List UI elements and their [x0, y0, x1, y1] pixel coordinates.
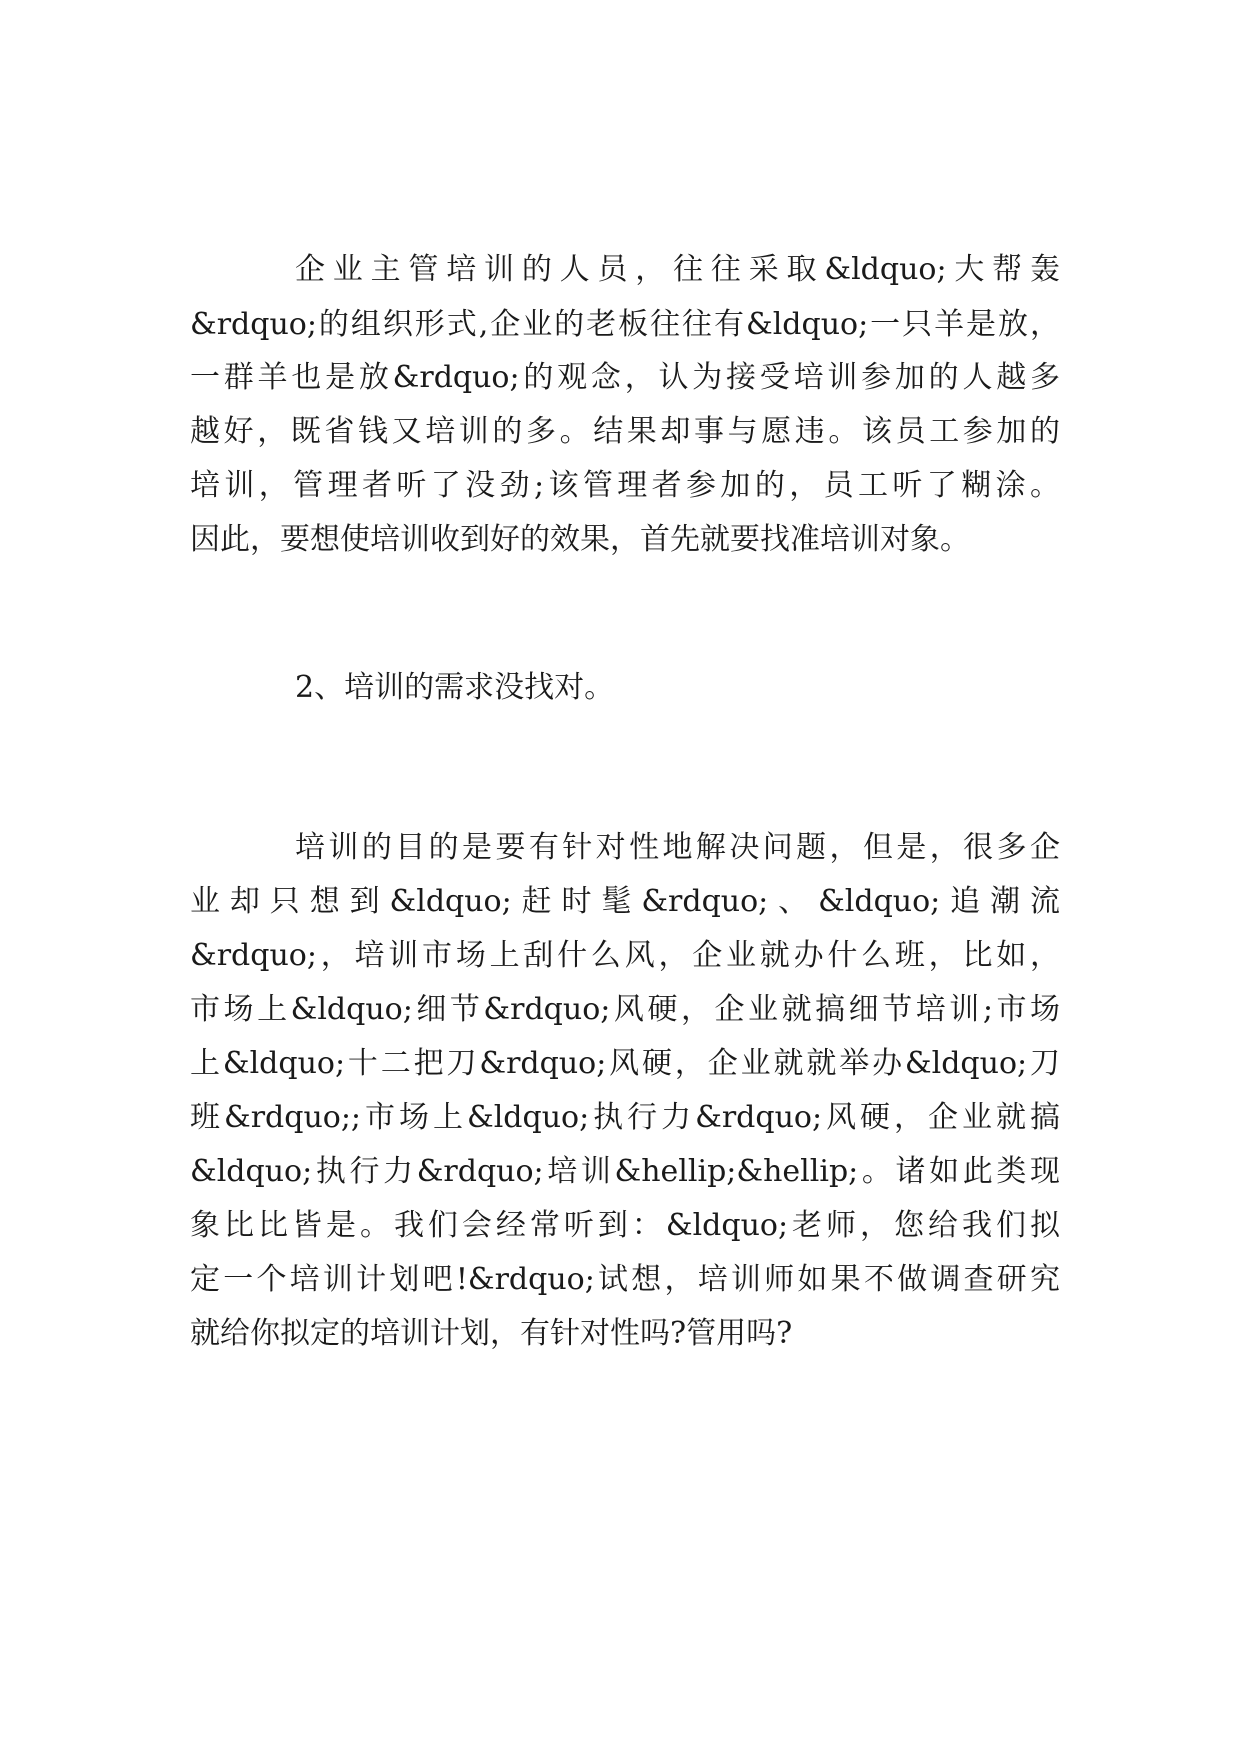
- paragraph-2-line-3: &rdquo;，培训市场上刮什么风，企业就办什么班，比如，: [190, 938, 1060, 973]
- paragraph-1-line-6: 因此，要想使培训收到好的效果，首先就要找准培训对象。: [190, 522, 970, 557]
- paragraph-2-line-7: &ldquo;执行力&rdquo;培训&hellip;&hellip;。诸如此类现: [190, 1154, 1060, 1189]
- paragraph-1-line-4: 越好，既省钱又培训的多。结果却事与愿违。该员工参加的: [190, 414, 1060, 449]
- paragraph-1-line-5: 培训，管理者听了没劲;该管理者参加的，员工听了糊涂。: [190, 468, 1060, 503]
- paragraph-1-line-3: 一群羊也是放&rdquo;的观念，认为接受培训参加的人越多: [190, 360, 1060, 395]
- section-heading-2: 2、培训的需求没找对。: [295, 670, 615, 705]
- paragraph-2-line-10: 就给你拟定的培训计划，有针对性吗?管用吗?: [190, 1316, 793, 1351]
- paragraph-1-line-2: &rdquo;的组织形式,企业的老板往往有&ldquo;一只羊是放，: [190, 307, 1060, 342]
- paragraph-1-line-1: 企业主管培训的人员，往往采取&ldquo;大帮轰: [295, 252, 1060, 287]
- paragraph-2-line-6: 班&rdquo;;市场上&ldquo;执行力&rdquo;风硬，企业就搞: [190, 1100, 1060, 1135]
- paragraph-2-line-8: 象比比皆是。我们会经常听到：&ldquo;老师，您给我们拟: [190, 1208, 1060, 1243]
- paragraph-2-line-2: 业却只想到&ldquo;赶时髦&rdquo;、&ldquo;追潮流: [190, 884, 1060, 919]
- paragraph-2-line-4: 市场上&ldquo;细节&rdquo;风硬，企业就搞细节培训;市场: [190, 992, 1060, 1027]
- paragraph-2-line-1: 培训的目的是要有针对性地解决问题，但是，很多企: [295, 830, 1060, 865]
- paragraph-2-line-9: 定一个培训计划吧!&rdquo;试想，培训师如果不做调查研究: [190, 1262, 1060, 1297]
- paragraph-2-line-5: 上&ldquo;十二把刀&rdquo;风硬，企业就就举办&ldquo;刀: [190, 1046, 1060, 1081]
